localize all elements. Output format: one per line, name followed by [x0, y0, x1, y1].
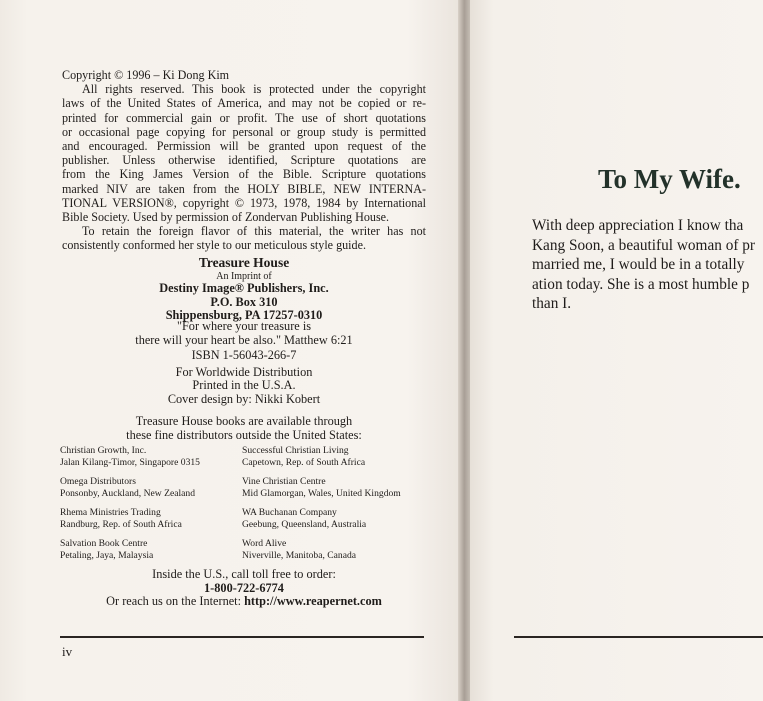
availability-block	[62, 415, 426, 442]
publisher-block	[62, 255, 426, 323]
internet-line	[62, 595, 426, 609]
order-block	[62, 568, 426, 609]
dedication-title: To My Wife.	[598, 164, 741, 194]
website-link[interactable]: http://www.reapernet.com	[244, 594, 382, 609]
rights-line: or occasional page copying for personal or group study is permitted	[62, 124, 426, 139]
distributor-entry	[60, 445, 200, 469]
distributor-name: Successful Christian Living	[242, 445, 349, 456]
internet-prefix: Or reach us on the Internet:	[106, 594, 245, 609]
rights-line: laws of the United States of America, and may not be copied or re-	[62, 96, 426, 111]
availability-line: Treasure House books are available through	[135, 414, 353, 428]
isbn: ISBN 1-56043-266-7	[191, 348, 297, 363]
rights-line: from the King James Version of the Bible. Scripture quotations	[62, 167, 426, 182]
distributor-name: Omega Distributors	[60, 476, 136, 487]
flavor-line: consistently conformed her style to our meticulous style guide.	[62, 238, 366, 253]
distributor-name: WA Buchanan Company	[242, 507, 337, 518]
rights-line: Bible Society. Used by permission of Zondervan Publishing House.	[62, 210, 390, 225]
distributor-entry	[60, 507, 182, 531]
publisher-city: Shippensburg, PA 17257-0310	[165, 308, 323, 323]
distributor-location: Capetown, Rep. of South Africa	[242, 457, 366, 469]
distributor-location: Petaling, Jaya, Malaysia	[60, 550, 154, 562]
publisher-name: Destiny Image® Publishers, Inc.	[159, 281, 329, 295]
distributor-entry	[60, 538, 153, 562]
distributor-name: Salvation Book Centre	[60, 538, 148, 549]
distributor-name: Vine Christian Centre	[242, 476, 326, 487]
publisher-po-box: P.O. Box 310	[210, 294, 278, 309]
footer-rule	[60, 636, 424, 638]
footer-rule	[514, 636, 763, 638]
distributor-entry	[242, 507, 366, 531]
distributor-entry	[242, 538, 356, 562]
verse-line: "For where your treasure is	[176, 319, 312, 333]
verse-block	[62, 320, 426, 407]
dedication-line: married me, I would be in a totally	[532, 256, 745, 273]
distributor-entry	[242, 445, 365, 469]
rights-line: All rights reserved. This book is protected under the copyright	[82, 82, 426, 97]
distributor-location: Niverville, Manitoba, Canada	[242, 550, 357, 562]
page-number: iv	[62, 644, 73, 659]
distributor-name: Rhema Ministries Trading	[60, 507, 161, 518]
flavor-line: To retain the foreign flavor of this material, the writer has not	[82, 224, 426, 239]
rights-line: printed for commercial gain or profit. The use of short quotations	[62, 110, 426, 125]
dedication-line: than I.	[532, 295, 572, 312]
phone-number: 1-800-722-6774	[204, 580, 284, 595]
rights-line: and encouraged. Permission will be granted upon request of the	[62, 139, 426, 154]
right-page	[470, 0, 763, 701]
distributor-entry	[60, 476, 195, 500]
availability-line: these fine distributors outside the United States:	[126, 427, 362, 442]
imprint-of: An Imprint of	[216, 271, 272, 282]
rights-paragraph	[62, 82, 426, 224]
dedication-line: ation today. She is a most humble p	[532, 275, 750, 293]
rights-line: marked NIV are taken from the HOLY BIBLE, NEW INTERNA-	[62, 181, 426, 196]
cover-design: Cover design by: Nikki Kobert	[167, 391, 321, 406]
dedication-body	[532, 216, 763, 314]
distributor-name: Word Alive	[242, 538, 287, 549]
verse-line: there will your heart be also." Matthew 6:21	[135, 332, 353, 347]
dedication-line: Kang Soon, a beautiful woman of pr	[532, 236, 756, 254]
distributor-location: Jalan Kilang-Timor, Singapore 0315	[60, 457, 200, 469]
copyright-block	[62, 68, 426, 253]
imprint-name: Treasure House	[198, 255, 290, 270]
flavor-paragraph	[62, 224, 426, 252]
distribution-line: For Worldwide Distribution	[175, 364, 313, 379]
rights-line: TIONAL VERSION®, copyright © 1973, 1978, 1984 by International	[62, 195, 426, 210]
distributor-entry	[242, 476, 401, 500]
printed-in: Printed in the U.S.A.	[192, 378, 296, 393]
dedication-line: With deep appreciation I know tha	[532, 217, 744, 234]
distributor-name: Christian Growth, Inc.	[60, 445, 147, 456]
distributor-location: Ponsonby, Auckland, New Zealand	[60, 488, 195, 500]
order-line: Inside the U.S., call toll free to order:	[152, 567, 336, 581]
copyright-line: Copyright © 1996 – Ki Dong Kim	[62, 68, 230, 82]
distributor-location: Geebung, Queensland, Australia	[242, 519, 367, 531]
rights-line: publisher. Unless otherwise identified, Scripture quotations are	[62, 153, 426, 168]
distributor-location: Mid Glamorgan, Wales, United Kingdom	[242, 488, 401, 500]
distributor-location: Randburg, Rep. of South Africa	[60, 519, 182, 531]
